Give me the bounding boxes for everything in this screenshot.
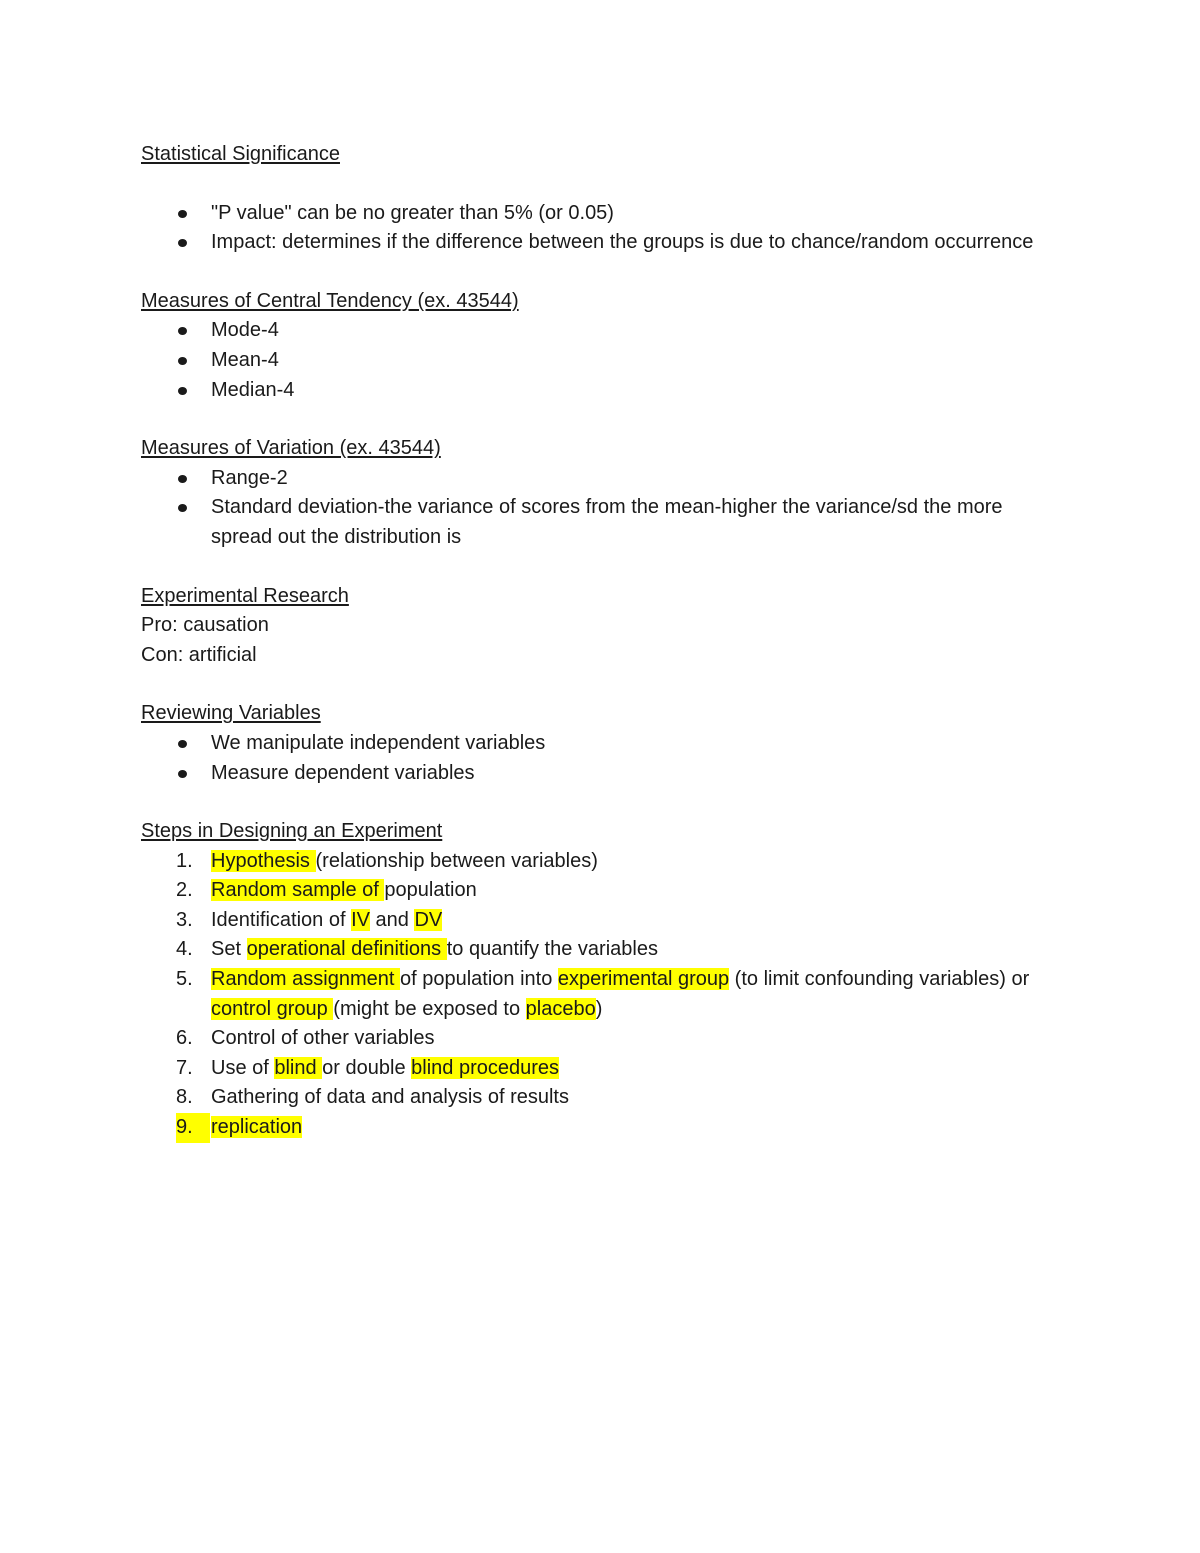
item-text: of population into	[399, 968, 558, 991]
highlighted-text: control group	[211, 997, 334, 1020]
blank-line	[141, 170, 1041, 199]
central-tendency-list	[141, 316, 1041, 405]
heading-reviewing-variables: Reviewing Variables	[141, 702, 321, 725]
list-item	[141, 906, 1041, 936]
list-item	[141, 847, 1041, 877]
list-item-text: Range-2	[211, 466, 288, 489]
item-number: 5.	[176, 968, 193, 991]
item-text: Use of	[211, 1056, 275, 1079]
bullet-icon	[178, 475, 187, 483]
list-item-text: "P value" can be no greater than 5% (or 0.05)	[211, 201, 614, 224]
list-item	[141, 376, 1041, 406]
bullet-icon	[178, 357, 187, 365]
highlighted-text: IV	[351, 908, 370, 931]
list-item	[141, 1083, 1041, 1113]
blank-line	[141, 788, 1041, 817]
heading-experimental-research: Experimental Research	[141, 584, 349, 607]
highlighted-text: placebo	[525, 997, 596, 1020]
pro-line: Pro: causation	[141, 614, 269, 637]
bullet-icon	[178, 327, 187, 335]
list-item	[141, 493, 1041, 552]
item-text: to quantify the variables	[446, 938, 658, 961]
item-text: population	[384, 879, 477, 902]
highlighted-text: blind procedures	[411, 1056, 560, 1079]
item-text: (relationship between variables)	[315, 849, 598, 872]
highlighted-text: operational definitions	[246, 938, 447, 961]
item-number: 8.	[176, 1086, 193, 1109]
list-item	[141, 965, 1041, 1024]
list-item	[141, 316, 1041, 346]
list-item	[141, 1024, 1041, 1054]
list-item	[141, 729, 1041, 759]
item-number: 7.	[176, 1056, 193, 1079]
list-item-text: Impact: determines if the difference between the groups is due to chance/random occurrence	[211, 231, 1034, 254]
heading-statistical-significance: Statistical Significance	[141, 143, 340, 165]
blank-line	[141, 670, 1041, 699]
bullet-icon	[178, 770, 187, 778]
list-item	[141, 346, 1041, 376]
bullet-icon	[178, 239, 187, 247]
list-item-text: Mean-4	[211, 348, 279, 371]
item-text: (might be exposed to	[333, 997, 526, 1020]
blank-line	[141, 405, 1041, 434]
heading-central-tendency: Measures of Central Tendency (ex. 43544)	[141, 289, 519, 312]
bullet-icon	[178, 740, 187, 748]
highlighted-text: Hypothesis	[211, 849, 316, 872]
list-item	[141, 199, 1041, 229]
blank-line	[141, 553, 1041, 582]
blank-line	[141, 258, 1041, 287]
bullet-icon	[178, 387, 187, 395]
heading-steps: Steps in Designing an Experiment	[141, 820, 443, 843]
item-text: Identification of	[211, 908, 352, 931]
item-number: 2.	[176, 879, 193, 902]
highlighted-text: blind	[274, 1056, 323, 1079]
item-number: 9.	[176, 1113, 210, 1143]
bullet-icon	[178, 210, 187, 218]
list-item	[141, 228, 1041, 258]
list-item-text: We manipulate independent variables	[211, 731, 546, 754]
item-text: or double	[322, 1056, 412, 1079]
item-number: 6.	[176, 1027, 193, 1050]
variables-list	[141, 729, 1041, 788]
list-item	[141, 1113, 1041, 1143]
item-text: Gathering of data and analysis of results	[211, 1086, 569, 1109]
bullet-icon	[178, 504, 187, 512]
item-number: 4.	[176, 938, 193, 961]
list-item-text: Median-4	[211, 378, 295, 401]
variation-list	[141, 464, 1041, 553]
item-text: (to limit confounding variables) or	[729, 968, 1030, 991]
item-text: Set	[211, 938, 247, 961]
list-item	[141, 1054, 1041, 1084]
heading-variation: Measures of Variation (ex. 43544)	[141, 437, 441, 460]
highlighted-text: Random sample of	[211, 879, 385, 902]
highlighted-text: experimental group	[557, 968, 730, 991]
steps-list	[141, 847, 1041, 1143]
list-item-text: Standard deviation-the variance of scores from the mean-higher the variance/sd the more spread out the distribution is	[211, 496, 1003, 548]
item-number: 1.	[176, 849, 193, 872]
highlighted-text: DV	[414, 908, 443, 931]
list-item-text: Mode-4	[211, 319, 279, 342]
stat-sig-list	[141, 199, 1041, 258]
item-text: )	[595, 997, 603, 1020]
list-item-text: Measure dependent variables	[211, 761, 475, 784]
highlighted-text: replication	[211, 1116, 303, 1139]
item-text: Control of other variables	[211, 1027, 435, 1050]
item-text: and	[370, 908, 415, 931]
document-page	[141, 140, 1041, 1143]
list-item	[141, 759, 1041, 789]
highlighted-text: Random assignment	[211, 968, 400, 991]
list-item	[141, 464, 1041, 494]
list-item	[141, 935, 1041, 965]
list-item	[141, 876, 1041, 906]
item-number: 3.	[176, 908, 193, 931]
con-line: Con: artificial	[141, 643, 257, 666]
